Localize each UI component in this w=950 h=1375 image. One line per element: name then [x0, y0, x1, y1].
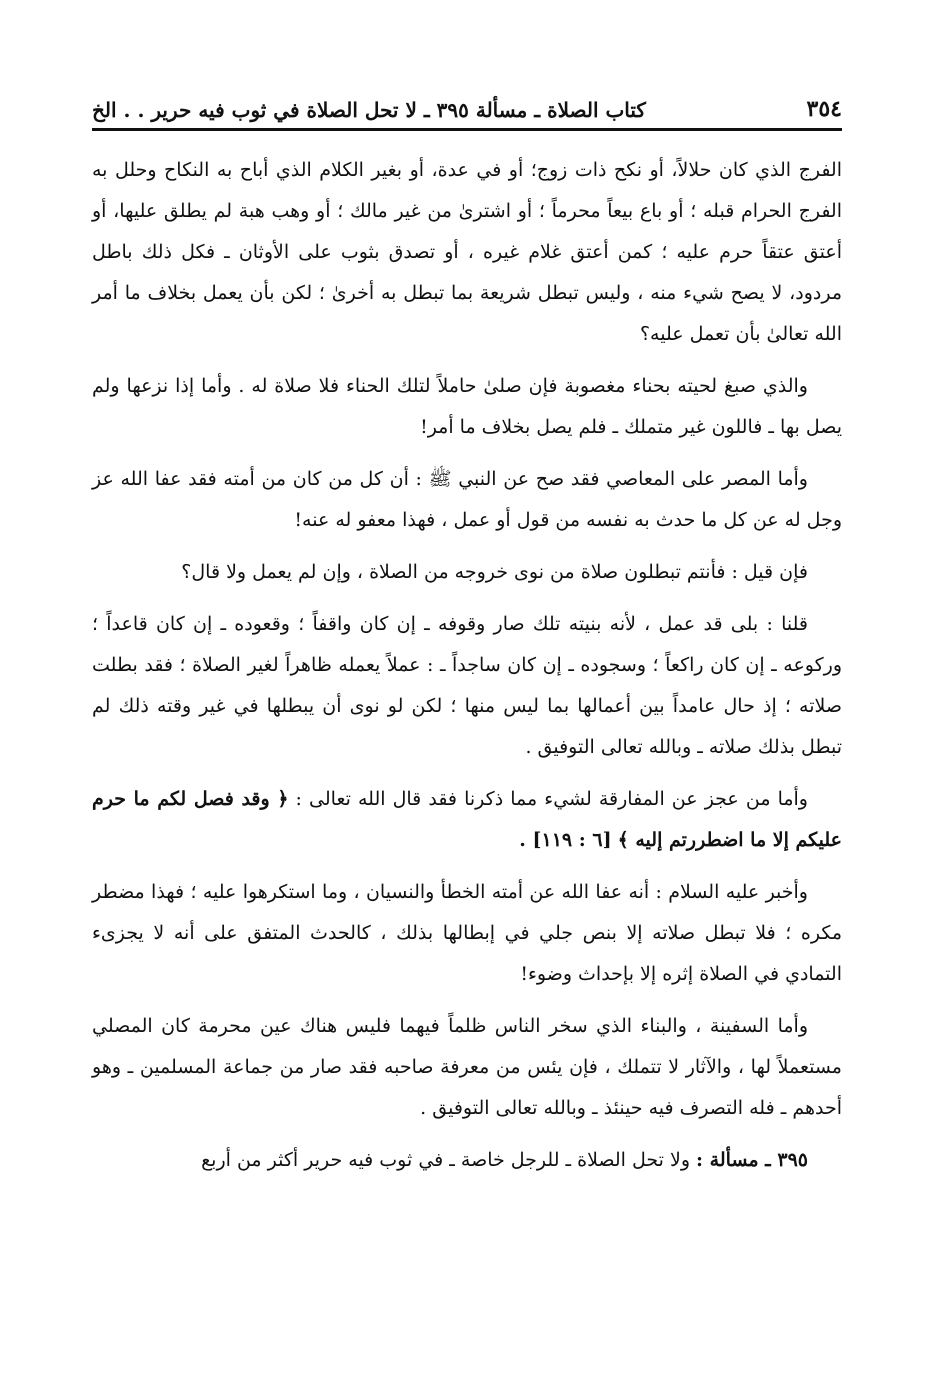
- page-number: ٣٥٤: [806, 96, 842, 122]
- page-header: [92, 76, 842, 122]
- paragraph: [92, 459, 842, 541]
- paragraph: [92, 779, 842, 861]
- quran-quote: ﴿ وقد فصل لكم ما حرم عليكم إلا ما اضطررتم إليه ﴾: [92, 788, 842, 851]
- header-rule: [92, 128, 842, 131]
- paragraph-text: ولا تحل الصلاة ـ للرجل خاصة ـ في ثوب فيه حرير أكثر من أربع: [201, 1149, 690, 1171]
- running-head: كتاب الصلاة ـ مسألة ٣٩٥ ـ لا تحل الصلاة في ثوب فيه حرير . . الخ: [92, 98, 646, 122]
- paragraph-text: وأما من عجز عن المفارقة لشيء مما ذكرنا فقد قال الله تعالى :: [295, 788, 808, 810]
- paragraph-text: والذي صبغ لحيته بحناء مغصوبة فإن صلىٰ حاملاً لتلك الحناء فلا صلاة له . وأما إذا نزعها ولم يصل بها ـ فاللون غير متملك ـ فلم يصل بخلاف ما أمر!: [92, 375, 842, 438]
- quran-reference: [٦ : ١١٩] .: [519, 829, 612, 851]
- paragraph: [92, 604, 842, 768]
- paragraph: [92, 552, 842, 593]
- paragraph-text: الفرج الذي كان حلالاً، أو نكح ذات زوج؛ أو في عدة، أو بغير الكلام الذي أباح به النكاح وحلل به الفرج الحرام قبله ؛ أو باع بيعاً محرماً ؛ أو اشترىٰ من غير مالك ؛ أو وهب هبة لم يطلق عليها، أو أعتق عتقاً حرم عليه ؛ كمن أعتق غلام غيره ، أو تصدق بثوب على الأوثان ـ فكل ذلك باطل مردود، لا يصح شيء منه ، وليس تبطل شريعة بما تبطل به أخرىٰ ؛ لكن بأن يعمل بخلاف ما أمر الله تعالىٰ بأن تعمل عليه؟: [92, 159, 842, 345]
- paragraph-text: فإن قيل : فأنتم تبطلون صلاة من نوى خروجه من الصلاة ، وإن لم يعمل ولا قال؟: [181, 561, 808, 583]
- section-label: ٣٩٥ ـ مسألة :: [696, 1149, 808, 1171]
- paragraph-text: وأخبر عليه السلام : أنه عفا الله عن أمته الخطأ والنسيان ، وما استكرهوا عليه ؛ فهذا مضطر مكره ؛ فلا تبطل صلاته إلا بنص جلي في إبطالها بذلك ، كالحدث المتفق على أنه لا يجزىء التمادي في الصلاة إثره إلا بإحداث وضوء!: [92, 881, 842, 985]
- paragraph: [92, 150, 842, 355]
- paragraph-text: قلنا : بلى قد عمل ، لأنه بنيته تلك صار وقوفه ـ إن كان واقفاً ؛ وقعوده ـ إن كان قاعداً ؛ وركوعه ـ إن كان راكعاً ؛ وسجوده ـ إن كان ساجداً ـ : عملاً يعمله ظاهراً لغير الصلاة ؛ فقد بطلت صلاته ؛ إذ حال عامداً بين أعمالها بما ليس منها ؛ لكن لو نوى أن يبطلها في غير وقته ذلك لم تبطل بذلك صلاته ـ وبالله تعالى التوفيق .: [92, 613, 842, 758]
- body-text: [92, 150, 842, 1192]
- paragraph: [92, 872, 842, 995]
- paragraph-text: وأما المصر على المعاصي فقد صح عن النبي ﷺ : أن كل من كان من أمته فقد عفا الله عز وجل له عن كل ما حدث به نفسه من قول أو عمل ، فهذا معفو له عنه!: [92, 468, 842, 531]
- paragraph: [92, 1140, 842, 1181]
- paragraph: [92, 366, 842, 448]
- paragraph-text: وأما السفينة ، والبناء الذي سخر الناس ظلماً فيهما فليس هناك عين محرمة كان المصلي مستعملاً لها ، والآثار لا تتملك ، فإن يئس من معرفة صاحبه فقد صار من جماعة المسلمين ـ وهو أحدهم ـ فله التصرف فيه حينئذ ـ وبالله تعالى التوفيق .: [92, 1015, 842, 1119]
- paragraph: [92, 1006, 842, 1129]
